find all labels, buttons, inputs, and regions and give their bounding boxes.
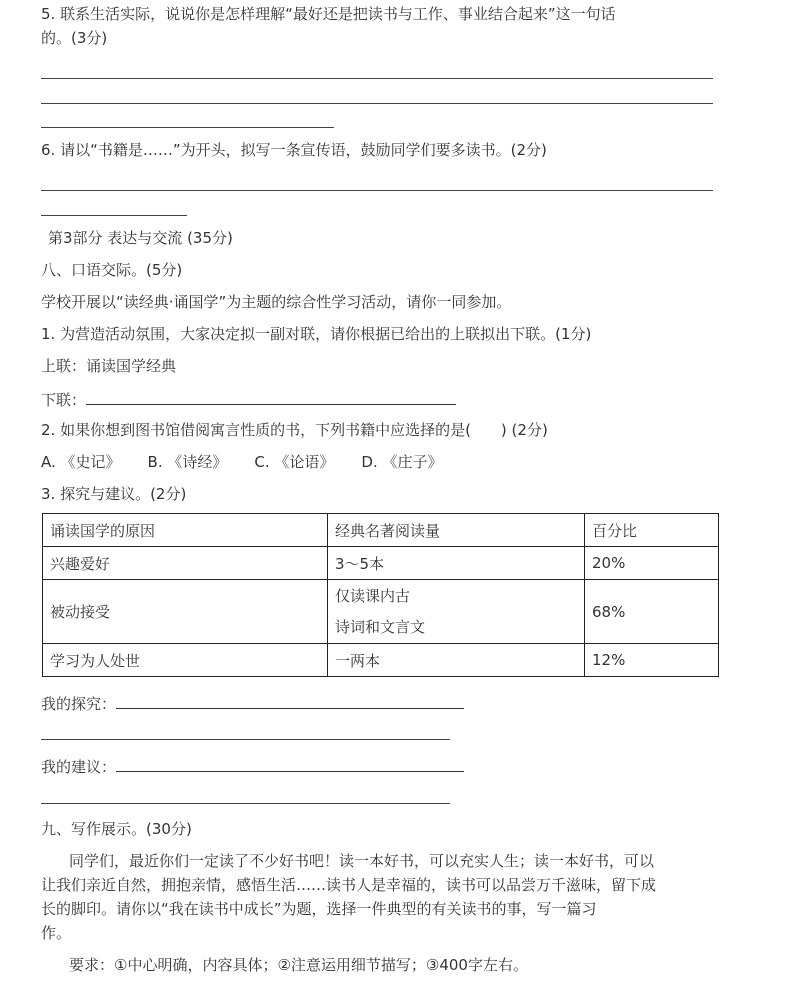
- answer-line[interactable]: [41, 103, 713, 104]
- option-d[interactable]: D. 《庄子》: [361, 453, 443, 471]
- question-5-line-2: 的。(3分): [41, 29, 108, 47]
- answer-line[interactable]: [41, 803, 450, 804]
- table-header: 百分比: [585, 514, 719, 547]
- explore-row: [41, 690, 464, 716]
- survey-table: [42, 513, 719, 677]
- part-3-title: 第3部分 表达与交流 (35分): [48, 229, 233, 247]
- section-9-title: 九、写作展示。(30分): [41, 820, 192, 838]
- table-header-row: [43, 514, 719, 547]
- table-header: 经典名著阅读量: [328, 514, 585, 547]
- table-cell-line: 仅读课内古: [335, 586, 411, 605]
- section-8-title: 八、口语交际。(5分): [41, 261, 183, 279]
- table-cell: 3～5本: [328, 547, 585, 580]
- table-cell: 68%: [585, 580, 719, 644]
- question-8-2-options: [41, 450, 469, 474]
- answer-line[interactable]: [41, 127, 334, 128]
- option-a[interactable]: A. 《史记》: [41, 453, 121, 471]
- table-header: 诵读国学的原因: [43, 514, 328, 547]
- option-b[interactable]: B. 《诗经》: [147, 453, 228, 471]
- table-cell: 被动接受: [43, 580, 328, 644]
- answer-line[interactable]: [41, 215, 187, 216]
- writing-prompt-line: 让我们亲近自然，拥抱亲情，感悟生活……读书人是幸福的，读书可以品尝万千滋味，留下成: [41, 876, 657, 894]
- couplet-lower-answer[interactable]: [86, 386, 456, 405]
- table-cell: 20%: [585, 547, 719, 580]
- couplet-lower: [41, 386, 456, 412]
- question-8-2: 2. 如果你想到图书馆借阅寓言性质的书，下列书籍中应选择的是( ) (2分): [41, 421, 548, 439]
- table-cell: 12%: [585, 644, 719, 677]
- writing-prompt-line: 长的脚印。请你以“我在读书中成长”为题，选择一件典型的有关读书的事，写一篇习: [41, 900, 597, 918]
- table-row: [43, 580, 719, 644]
- table-row: [43, 547, 719, 580]
- suggest-label: 我的建议：: [41, 758, 117, 776]
- question-6: 6. 请以“书籍是……”为开头，拟写一条宣传语，鼓励同学们要多读书。(2分): [41, 141, 547, 159]
- explore-label: 我的探究：: [41, 695, 117, 713]
- answer-line[interactable]: [41, 78, 713, 79]
- question-5-line-1: 5. 联系生活实际，说说你是怎样理解“最好还是把读书与工作、事业结合起来”这一句话: [41, 5, 616, 23]
- writing-prompt-line: 同学们，最近你们一定读了不少好书吧！读一本好书，可以充实人生；读一本好书，可以: [69, 852, 655, 870]
- answer-line[interactable]: [41, 190, 713, 191]
- suggest-answer[interactable]: [116, 753, 464, 772]
- table-cell-line: 诗词和文言文: [335, 617, 426, 636]
- couplet-lower-label: 下联：: [41, 391, 87, 409]
- table-cell: 一两本: [328, 644, 585, 677]
- suggest-row: [41, 753, 464, 779]
- table-cell: 兴趣爱好: [43, 547, 328, 580]
- explore-answer[interactable]: [116, 690, 464, 709]
- answer-line[interactable]: [41, 739, 450, 740]
- writing-prompt-line: 作。: [41, 924, 72, 942]
- table-row: [43, 644, 719, 677]
- question-8-3: 3. 探究与建议。(2分): [41, 485, 187, 503]
- table-cell: 学习为人处世: [43, 644, 328, 677]
- question-8-1: 1. 为营造活动氛围，大家决定拟一副对联，请你根据已给出的上联拟出下联。(1分): [41, 325, 592, 343]
- section-8-intro: 学校开展以“读经典·诵国学”为主题的综合性学习活动，请你一同参加。: [41, 293, 512, 311]
- option-c[interactable]: C. 《论语》: [254, 453, 335, 471]
- couplet-upper: 上联：诵读国学经典: [41, 357, 177, 375]
- table-cell: [328, 580, 585, 644]
- writing-requirement: 要求：①中心明确，内容具体；②注意运用细节描写；③400字左右。: [69, 956, 528, 974]
